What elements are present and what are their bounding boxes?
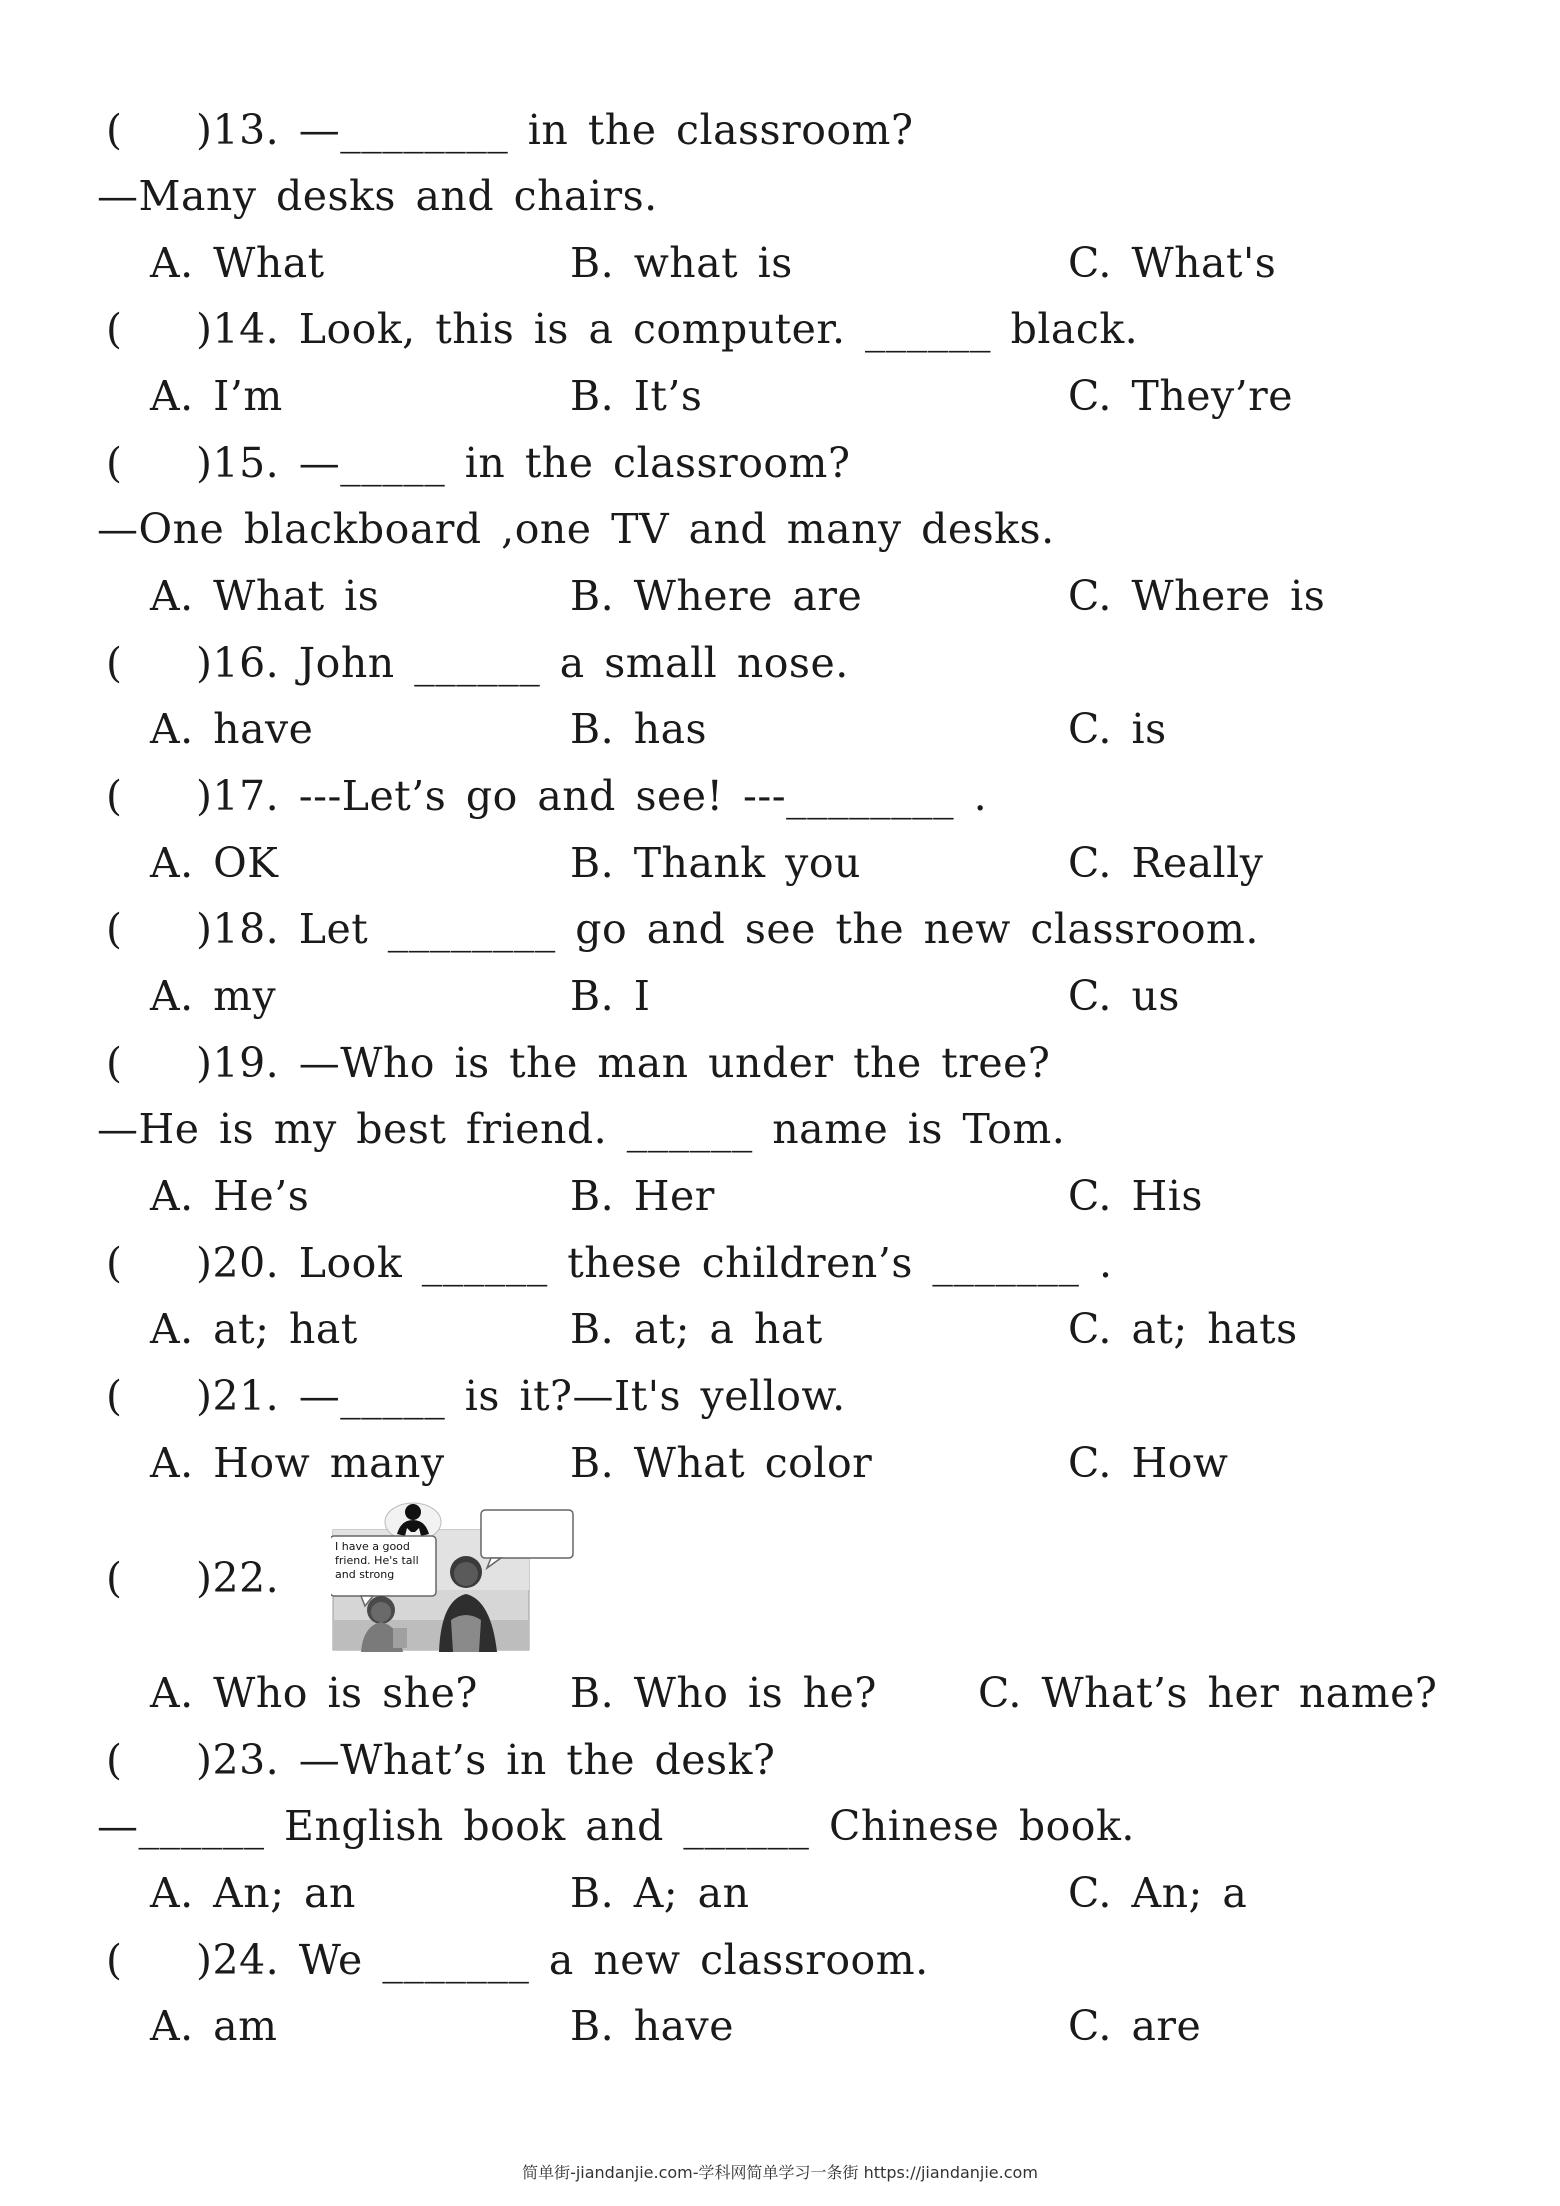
picture-caption: I have a good friend. He's tall and strong <box>335 1540 419 1581</box>
option-b: B. Her <box>570 1172 715 1220</box>
answer-paren: ( <box>106 1554 123 1602</box>
answer-paren: ( <box>106 1239 123 1287</box>
question-stem: )19. —Who is the man under the tree? <box>196 1039 1051 1087</box>
question-stem: )20. Look ______ these children’s _______ . <box>196 1239 1113 1287</box>
option-c: C. us <box>1068 972 1180 1020</box>
question-22-picture <box>331 1502 579 1652</box>
question-stem: )24. We _______ a new classroom. <box>196 1936 929 1984</box>
answer-paren: ( <box>106 772 123 820</box>
question-stem: )17. ---Let’s go and see! ---________ . <box>196 772 988 820</box>
question-stem: )16. John ______ a small nose. <box>196 639 849 687</box>
answer-paren: ( <box>106 1372 123 1420</box>
option-a: A. How many <box>150 1439 445 1487</box>
option-a: A. He’s <box>150 1172 310 1220</box>
question-stem: )23. —What’s in the desk? <box>196 1736 776 1784</box>
option-c: C. His <box>1068 1172 1203 1220</box>
answer-paren: ( <box>106 305 123 353</box>
option-b: B. have <box>570 2002 734 2050</box>
option-c: C. An; a <box>1068 1869 1248 1917</box>
question-stem: )13. —________ in the classroom? <box>196 106 914 154</box>
option-a: A. have <box>150 705 314 753</box>
question-stem: )14. Look, this is a computer. ______ black. <box>196 305 1139 353</box>
option-b: B. Thank you <box>570 839 861 887</box>
option-c: C. at; hats <box>1068 1305 1298 1353</box>
answer-paren: ( <box>106 1936 123 1984</box>
question-continuation: —He is my best friend. ______ name is Tom. <box>97 1105 1066 1153</box>
option-a: A. What is <box>150 572 380 620</box>
option-a: A. OK <box>150 839 279 887</box>
question-continuation: —Many desks and chairs. <box>97 172 658 220</box>
option-c: C. are <box>1068 2002 1202 2050</box>
option-c: C. What’s her name? <box>978 1669 1438 1717</box>
option-b: B. at; a hat <box>570 1305 823 1353</box>
question-continuation: —______ English book and ______ Chinese book. <box>97 1802 1135 1850</box>
option-b: B. A; an <box>570 1869 750 1917</box>
question-stem: )18. Let ________ go and see the new classroom. <box>196 905 1259 953</box>
option-b: B. has <box>570 705 708 753</box>
option-c: C. is <box>1068 705 1167 753</box>
option-a: A. Who is she? <box>150 1669 478 1717</box>
option-c: C. Where is <box>1068 572 1326 620</box>
option-a: A. am <box>150 2002 278 2050</box>
option-a: A. my <box>150 972 277 1020</box>
option-a: A. An; an <box>150 1869 356 1917</box>
option-b: B. I <box>570 972 651 1020</box>
option-c: C. They’re <box>1068 372 1294 420</box>
option-b: B. What color <box>570 1439 873 1487</box>
option-b: B. It’s <box>570 372 703 420</box>
answer-paren: ( <box>106 1736 123 1784</box>
question-stem: )22. <box>196 1554 280 1602</box>
question-stem: )21. —_____ is it?—It's yellow. <box>196 1372 846 1420</box>
option-a: A. I’m <box>150 372 283 420</box>
question-continuation: —One blackboard ,one TV and many desks. <box>97 505 1055 553</box>
option-a: A. What <box>150 239 325 287</box>
option-c: C. What's <box>1068 239 1277 287</box>
question-stem: )15. —_____ in the classroom? <box>196 439 851 487</box>
answer-paren: ( <box>106 106 123 154</box>
answer-paren: ( <box>106 639 123 687</box>
answer-paren: ( <box>106 1039 123 1087</box>
option-b: B. what is <box>570 239 793 287</box>
answer-paren: ( <box>106 905 123 953</box>
option-c: C. How <box>1068 1439 1229 1487</box>
option-a: A. at; hat <box>150 1305 358 1353</box>
option-b: B. Who is he? <box>570 1669 877 1717</box>
option-c: C. Really <box>1068 839 1264 887</box>
answer-paren: ( <box>106 439 123 487</box>
option-b: B. Where are <box>570 572 863 620</box>
page-footer: 简单街-jiandanjie.com-学科网简单学习一条街 https://jiandanjie.com <box>522 2163 1038 2182</box>
